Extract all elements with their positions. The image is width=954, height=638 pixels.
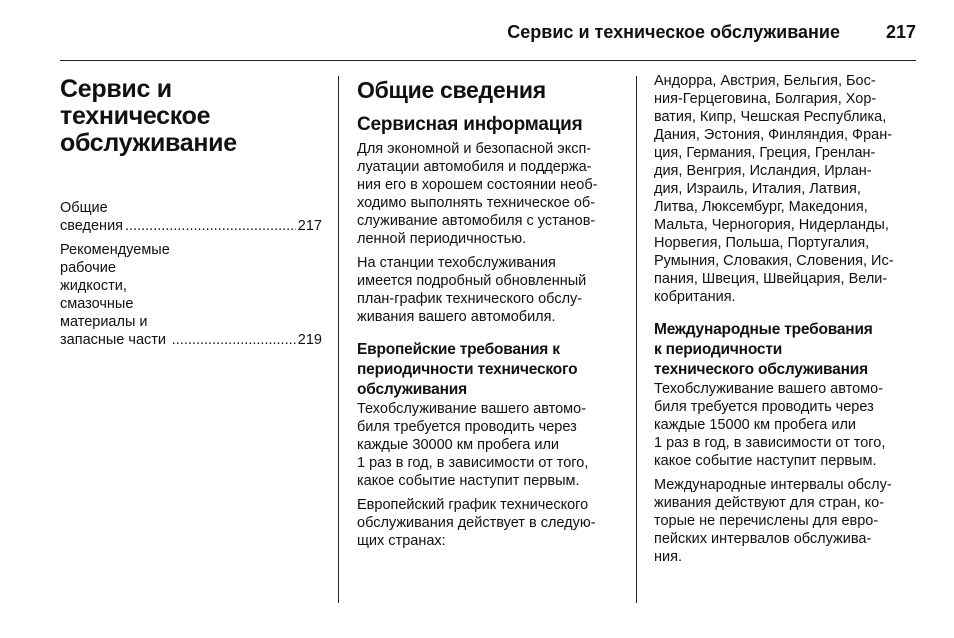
toc-leader-dots	[172, 331, 296, 349]
running-header-title: Сервис и техническое обслуживание	[507, 22, 840, 42]
heading-line: обслуживания	[357, 381, 467, 398]
text-line: ленной периодичностью.	[357, 231, 527, 247]
international-paragraph-1	[654, 380, 916, 470]
content-column-2	[357, 76, 622, 556]
toc-entry-line: Общие сведения	[60, 200, 124, 234]
text-line: биля требуется проводить через	[654, 399, 874, 415]
text-line: служивание автомобиля с установ-	[357, 213, 596, 229]
international-paragraph-2	[654, 476, 916, 566]
content-column-3	[654, 72, 916, 572]
toc-entry-text	[60, 241, 170, 349]
heading-line: периодичности технического	[357, 361, 578, 378]
header-rule	[60, 60, 916, 61]
chapter-title-line: Сервис и	[60, 75, 172, 103]
chapter-title	[60, 76, 322, 157]
page-number: 217	[885, 22, 916, 42]
subsection-heading-european	[357, 340, 622, 400]
section-heading-general: Общие сведения	[357, 77, 546, 103]
toc-entry-text	[60, 199, 123, 235]
toc-entry-line: Рекомендуемые рабочие	[60, 242, 170, 276]
table-of-contents	[60, 199, 322, 349]
text-line: план-график технического обслу-	[357, 291, 583, 307]
toc-entry-line: жидкости, смазочные	[60, 278, 134, 312]
text-line: 1 раз в год, в зависимости от того,	[654, 435, 886, 451]
text-line: Норвегия, Польша, Португалия,	[654, 235, 870, 251]
text-line: ция, Германия, Греция, Гренлан-	[654, 145, 876, 161]
chapter-column	[60, 76, 322, 355]
text-line: биля требуется проводить через	[357, 419, 577, 435]
text-line: щих странах:	[357, 533, 446, 549]
text-line: дия, Венгрия, Исландия, Ирлан-	[654, 163, 872, 179]
european-paragraph-2	[357, 496, 622, 550]
toc-leader-dots	[125, 217, 296, 235]
text-line: пейских интервалов обслужива-	[654, 531, 872, 547]
european-countries-list	[654, 72, 916, 306]
text-line: какое событие наступит первым.	[357, 473, 580, 489]
toc-entry-page: 217	[297, 218, 322, 234]
text-line: луатации автомобиля и поддержа-	[357, 159, 592, 175]
text-line: Техобслуживание вашего автомо-	[357, 401, 587, 417]
text-line: кобритания.	[654, 289, 736, 305]
text-line: обслуживания действует в следую-	[357, 515, 596, 531]
column-divider-1	[338, 76, 339, 603]
toc-entry-fluids[interactable]	[60, 241, 322, 349]
text-line: живания вашего автомобиля.	[357, 309, 556, 325]
text-line: пания, Швеция, Швейцария, Вели-	[654, 271, 888, 287]
toc-entry-page: 219	[297, 332, 322, 348]
text-line: имеется подробный обновленный	[357, 273, 587, 289]
service-info-paragraph-2	[357, 254, 622, 326]
text-line: На станции техобслуживания	[357, 255, 556, 271]
service-info-paragraph-1	[357, 140, 622, 248]
heading-line: технического обслуживания	[654, 361, 868, 378]
text-line: каждые 30000 км пробега или	[357, 437, 560, 453]
text-line: ватия, Кипр, Чешская Республика,	[654, 109, 887, 125]
text-line: Для экономной и безопасной эксп-	[357, 141, 592, 157]
text-line: Румыния, Словакия, Словения, Ис-	[654, 253, 894, 269]
european-paragraph-1	[357, 400, 622, 490]
toc-entry-general-info[interactable]	[60, 199, 322, 235]
text-line: 1 раз в год, в зависимости от того,	[357, 455, 589, 471]
heading-line: Международные требования	[654, 321, 873, 338]
text-line: Международные интервалы обслу-	[654, 477, 892, 493]
text-line: Техобслуживание вашего автомо-	[654, 381, 884, 397]
subsection-heading-service-info: Сервисная информация	[357, 114, 583, 135]
text-line: ния его в хорошем состоянии необ-	[357, 177, 598, 193]
text-line: Андорра, Австрия, Бельгия, Бос-	[654, 73, 876, 89]
text-line: Мальта, Черногория, Нидерланды,	[654, 217, 889, 233]
text-line: Литва, Люксембург, Македония,	[654, 199, 868, 215]
text-line: ния.	[654, 549, 682, 565]
text-line: какое событие наступит первым.	[654, 453, 877, 469]
text-line: ния-Герцеговина, Болгария, Хор-	[654, 91, 877, 107]
chapter-title-line: техническое	[60, 102, 211, 130]
text-line: торые не перечислены для евро-	[654, 513, 879, 529]
heading-line: к периодичности	[654, 341, 783, 358]
text-line: Дания, Эстония, Финляндия, Фран-	[654, 127, 893, 143]
column-divider-2	[636, 76, 637, 603]
text-line: ходимо выполнять техническое об-	[357, 195, 596, 211]
text-line: каждые 15000 км пробега или	[654, 417, 857, 433]
chapter-title-line: обслуживание	[60, 129, 237, 157]
subsection-heading-international	[654, 320, 916, 380]
text-line: живания действуют для стран, ко-	[654, 495, 885, 511]
text-line: дия, Израиль, Италия, Латвия,	[654, 181, 861, 197]
text-line: Европейский график технического	[357, 497, 589, 513]
heading-line: Европейские требования к	[357, 341, 560, 358]
toc-entry-line: материалы и запасные части	[60, 314, 167, 348]
